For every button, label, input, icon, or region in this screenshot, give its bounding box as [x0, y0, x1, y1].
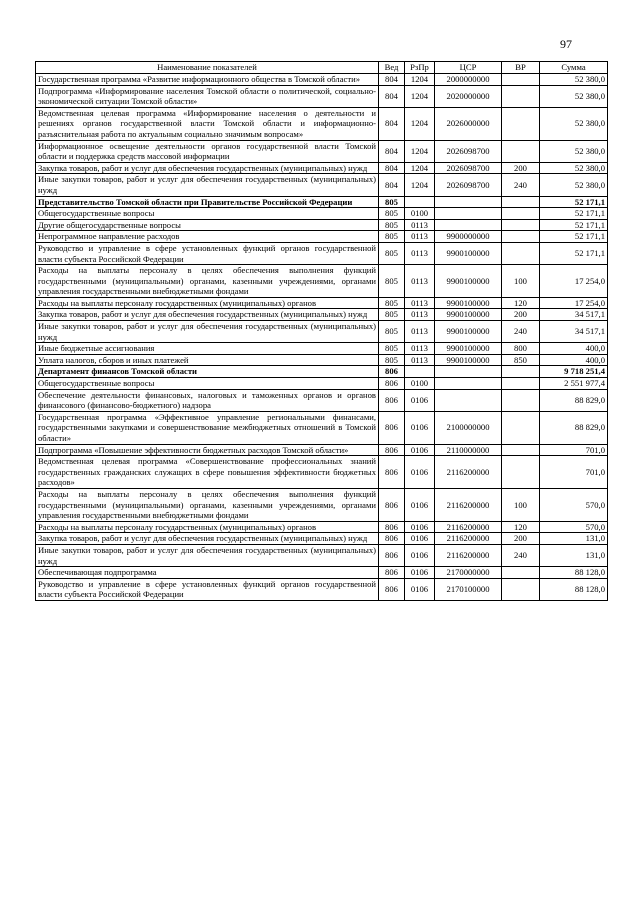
row-name: Информационное освещение деятельности органов государственной власти Томской области и поддержка средств массовой информации	[36, 140, 379, 162]
table-row	[36, 297, 608, 309]
row-ved: 804	[379, 85, 405, 107]
row-name: Руководство и управление в сфере установленных функций органов государственной власти субъекта Российской Федерации	[36, 242, 379, 264]
row-rzpr: 0106	[405, 444, 435, 456]
table-row	[36, 321, 608, 343]
row-sum: 570,0	[540, 488, 608, 521]
row-csr: 2026000000	[435, 107, 502, 140]
row-csr: 2170000000	[435, 567, 502, 579]
row-rzpr: 0106	[405, 567, 435, 579]
row-rzpr: 0100	[405, 208, 435, 220]
header-name: Наименование показателей	[36, 62, 379, 74]
row-sum: 52 380,0	[540, 174, 608, 196]
row-rzpr: 0113	[405, 297, 435, 309]
row-name: Руководство и управление в сфере установленных функций органов государственной власти субъекта Российской Федерации	[36, 578, 379, 600]
row-csr: 2116200000	[435, 456, 502, 489]
row-name: Закупка товаров, работ и услуг для обеспечения государственных (муниципальных) нужд	[36, 162, 379, 174]
row-sum: 17 254,0	[540, 265, 608, 298]
row-sum: 34 517,1	[540, 321, 608, 343]
row-name: Ведомственная целевая программа «Информирование населения о деятельности и решениях органов государственной власти Томской области и информационно-разъяснительная работа по актуальным социально значимым вопросам»	[36, 107, 379, 140]
row-ved: 805	[379, 219, 405, 231]
table-row	[36, 231, 608, 243]
row-name: Иные бюджетные ассигнования	[36, 343, 379, 355]
row-ved: 804	[379, 174, 405, 196]
row-name: Государственная программа «Эффективное управление региональными финансами, государственными закупками и совершенствование межбюджетных отношений в Томской области»	[36, 411, 379, 444]
row-sum: 9 718 251,4	[540, 366, 608, 378]
row-ved: 806	[379, 411, 405, 444]
row-vr: 120	[502, 297, 540, 309]
row-rzpr	[405, 366, 435, 378]
row-vr	[502, 389, 540, 411]
row-vr	[502, 231, 540, 243]
row-vr	[502, 196, 540, 208]
row-sum: 400,0	[540, 354, 608, 366]
row-rzpr: 0113	[405, 343, 435, 355]
row-sum: 52 380,0	[540, 140, 608, 162]
table-row	[36, 533, 608, 545]
table-row	[36, 354, 608, 366]
row-sum: 52 171,1	[540, 242, 608, 264]
row-name: Расходы на выплаты персоналу в целях обеспечения выполнения функций государственными (муниципальными) органами, казенными учреждениями, органами управления государственными внебюджетными фондами	[36, 488, 379, 521]
table-row	[36, 544, 608, 566]
row-ved: 804	[379, 162, 405, 174]
row-ved: 805	[379, 297, 405, 309]
row-sum: 701,0	[540, 456, 608, 489]
row-vr: 240	[502, 321, 540, 343]
row-vr: 200	[502, 162, 540, 174]
table-row	[36, 107, 608, 140]
row-name: Уплата налогов, сборов и иных платежей	[36, 354, 379, 366]
row-rzpr: 0113	[405, 242, 435, 264]
row-rzpr: 0113	[405, 265, 435, 298]
row-rzpr: 0113	[405, 309, 435, 321]
row-ved: 804	[379, 140, 405, 162]
row-vr	[502, 366, 540, 378]
table-row	[36, 456, 608, 489]
row-vr	[502, 219, 540, 231]
row-csr	[435, 208, 502, 220]
row-csr: 2110000000	[435, 444, 502, 456]
row-vr	[502, 107, 540, 140]
row-csr: 2000000000	[435, 74, 502, 86]
row-csr: 2026098700	[435, 140, 502, 162]
row-vr: 850	[502, 354, 540, 366]
row-vr	[502, 378, 540, 390]
row-name: Закупка товаров, работ и услуг для обеспечения государственных (муниципальных) нужд	[36, 533, 379, 545]
row-name: Иные закупки товаров, работ и услуг для обеспечения государственных (муниципальных) нужд	[36, 174, 379, 196]
row-sum: 570,0	[540, 521, 608, 533]
row-name: Обеспечивающая подпрограмма	[36, 567, 379, 579]
row-vr	[502, 456, 540, 489]
row-ved: 806	[379, 488, 405, 521]
row-sum: 88 829,0	[540, 389, 608, 411]
row-vr	[502, 411, 540, 444]
header-sum: Сумма	[540, 62, 608, 74]
table-row	[36, 578, 608, 600]
row-rzpr: 0113	[405, 321, 435, 343]
row-csr: 2026098700	[435, 162, 502, 174]
table-row	[36, 140, 608, 162]
row-rzpr: 0106	[405, 578, 435, 600]
row-ved: 805	[379, 265, 405, 298]
row-name: Закупка товаров, работ и услуг для обеспечения государственных (муниципальных) нужд	[36, 309, 379, 321]
row-rzpr: 0106	[405, 389, 435, 411]
row-csr	[435, 389, 502, 411]
row-rzpr	[405, 196, 435, 208]
row-name: Другие общегосударственные вопросы	[36, 219, 379, 231]
row-rzpr: 0113	[405, 231, 435, 243]
header-ved: Вед	[379, 62, 405, 74]
row-sum: 88 128,0	[540, 578, 608, 600]
row-csr: 9900100000	[435, 265, 502, 298]
row-csr: 2116200000	[435, 533, 502, 545]
row-csr: 9900000000	[435, 231, 502, 243]
row-csr	[435, 366, 502, 378]
table-row	[36, 521, 608, 533]
row-vr: 100	[502, 265, 540, 298]
row-rzpr: 1204	[405, 74, 435, 86]
row-vr: 200	[502, 309, 540, 321]
row-csr: 2116200000	[435, 488, 502, 521]
row-vr	[502, 567, 540, 579]
row-vr: 240	[502, 544, 540, 566]
row-ved: 806	[379, 378, 405, 390]
row-vr	[502, 74, 540, 86]
row-csr: 2100000000	[435, 411, 502, 444]
row-rzpr: 0113	[405, 219, 435, 231]
row-ved: 805	[379, 242, 405, 264]
table-row	[36, 444, 608, 456]
row-sum: 131,0	[540, 544, 608, 566]
table-row	[36, 174, 608, 196]
row-sum: 2 551 977,4	[540, 378, 608, 390]
row-csr	[435, 378, 502, 390]
header-vr: ВР	[502, 62, 540, 74]
row-ved: 806	[379, 521, 405, 533]
row-name: Иные закупки товаров, работ и услуг для обеспечения государственных (муниципальных) нужд	[36, 321, 379, 343]
row-csr	[435, 219, 502, 231]
row-name: Расходы на выплаты персоналу государственных (муниципальных) органов	[36, 521, 379, 533]
row-name: Подпрограмма «Информирование населения Томской области о политической, социально-экономической ситуации Томской области»	[36, 85, 379, 107]
row-ved: 806	[379, 533, 405, 545]
row-rzpr: 0106	[405, 544, 435, 566]
row-csr	[435, 196, 502, 208]
table-row	[36, 378, 608, 390]
row-vr: 100	[502, 488, 540, 521]
row-name: Непрограммное направление расходов	[36, 231, 379, 243]
row-name: Общегосударственные вопросы	[36, 378, 379, 390]
row-sum: 52 171,1	[540, 196, 608, 208]
table-row	[36, 162, 608, 174]
table-row	[36, 389, 608, 411]
row-rzpr: 0100	[405, 378, 435, 390]
row-ved: 806	[379, 567, 405, 579]
row-sum: 52 380,0	[540, 107, 608, 140]
row-sum: 131,0	[540, 533, 608, 545]
row-rzpr: 1204	[405, 162, 435, 174]
row-sum: 17 254,0	[540, 297, 608, 309]
row-ved: 805	[379, 196, 405, 208]
table-row	[36, 265, 608, 298]
row-name: Ведомственная целевая программа «Совершенствование профессиональных знаний государственных гражданских служащих в сфере повышения эффективности бюджетных расходов»	[36, 456, 379, 489]
row-ved: 805	[379, 321, 405, 343]
row-vr	[502, 578, 540, 600]
row-ved: 806	[379, 578, 405, 600]
row-ved: 806	[379, 456, 405, 489]
row-ved: 806	[379, 544, 405, 566]
row-csr: 9900100000	[435, 321, 502, 343]
row-vr	[502, 85, 540, 107]
row-csr: 9900100000	[435, 242, 502, 264]
row-name: Государственная программа «Развитие информационного общества в Томской области»	[36, 74, 379, 86]
row-rzpr: 0106	[405, 521, 435, 533]
row-sum: 52 380,0	[540, 85, 608, 107]
row-rzpr: 1204	[405, 174, 435, 196]
row-vr: 800	[502, 343, 540, 355]
table-row	[36, 242, 608, 264]
row-ved: 806	[379, 444, 405, 456]
row-rzpr: 0106	[405, 456, 435, 489]
row-ved: 805	[379, 343, 405, 355]
row-vr: 120	[502, 521, 540, 533]
row-csr: 9900100000	[435, 309, 502, 321]
header-rzpr: РзПр	[405, 62, 435, 74]
row-csr: 2116200000	[435, 521, 502, 533]
row-vr	[502, 242, 540, 264]
table-row	[36, 488, 608, 521]
row-sum: 400,0	[540, 343, 608, 355]
row-vr: 200	[502, 533, 540, 545]
row-rzpr: 0113	[405, 354, 435, 366]
row-csr: 9900100000	[435, 297, 502, 309]
row-vr	[502, 208, 540, 220]
row-ved: 804	[379, 107, 405, 140]
row-sum: 52 171,1	[540, 231, 608, 243]
table-row	[36, 411, 608, 444]
table-row	[36, 366, 608, 378]
table-row	[36, 74, 608, 86]
row-csr: 2026098700	[435, 174, 502, 196]
row-csr: 2170100000	[435, 578, 502, 600]
row-rzpr: 0106	[405, 411, 435, 444]
row-ved: 806	[379, 389, 405, 411]
row-sum: 88 128,0	[540, 567, 608, 579]
row-csr: 9900100000	[435, 354, 502, 366]
table-row	[36, 196, 608, 208]
row-ved: 805	[379, 231, 405, 243]
row-vr: 240	[502, 174, 540, 196]
row-sum: 88 829,0	[540, 411, 608, 444]
row-ved: 805	[379, 354, 405, 366]
row-sum: 701,0	[540, 444, 608, 456]
row-rzpr: 1204	[405, 140, 435, 162]
row-ved: 805	[379, 309, 405, 321]
table-row	[36, 343, 608, 355]
table-row	[36, 85, 608, 107]
row-name: Представительство Томской области при Правительстве Российской Федерации	[36, 196, 379, 208]
row-csr: 2116200000	[435, 544, 502, 566]
table-row	[36, 219, 608, 231]
row-vr	[502, 444, 540, 456]
table-row	[36, 208, 608, 220]
row-rzpr: 1204	[405, 107, 435, 140]
row-name: Департамент финансов Томской области	[36, 366, 379, 378]
row-ved: 804	[379, 74, 405, 86]
row-name: Обеспечение деятельности финансовых, налоговых и таможенных органов и органов финансового (финансово-бюджетного) надзора	[36, 389, 379, 411]
row-name: Расходы на выплаты персоналу в целях обеспечения выполнения функций государственными (муниципальными) органами, казенными учреждениями, органами управления государственными внебюджетными фондами	[36, 265, 379, 298]
table-row	[36, 309, 608, 321]
row-sum: 52 380,0	[540, 74, 608, 86]
row-vr	[502, 140, 540, 162]
row-rzpr: 0106	[405, 488, 435, 521]
row-rzpr: 1204	[405, 85, 435, 107]
row-name: Подпрограмма «Повышение эффективности бюджетных расходов Томской области»	[36, 444, 379, 456]
row-ved: 806	[379, 366, 405, 378]
row-name: Иные закупки товаров, работ и услуг для обеспечения государственных (муниципальных) нужд	[36, 544, 379, 566]
table-row	[36, 567, 608, 579]
row-sum: 52 171,1	[540, 219, 608, 231]
row-name: Общегосударственные вопросы	[36, 208, 379, 220]
row-sum: 52 171,1	[540, 208, 608, 220]
row-csr: 9900100000	[435, 343, 502, 355]
header-csr: ЦСР	[435, 62, 502, 74]
row-sum: 34 517,1	[540, 309, 608, 321]
row-rzpr: 0106	[405, 533, 435, 545]
row-sum: 52 380,0	[540, 162, 608, 174]
budget-table	[35, 61, 608, 601]
row-ved: 805	[379, 208, 405, 220]
header-row	[36, 62, 608, 74]
page-number: 97	[560, 37, 572, 51]
row-csr: 2020000000	[435, 85, 502, 107]
row-name: Расходы на выплаты персоналу государственных (муниципальных) органов	[36, 297, 379, 309]
